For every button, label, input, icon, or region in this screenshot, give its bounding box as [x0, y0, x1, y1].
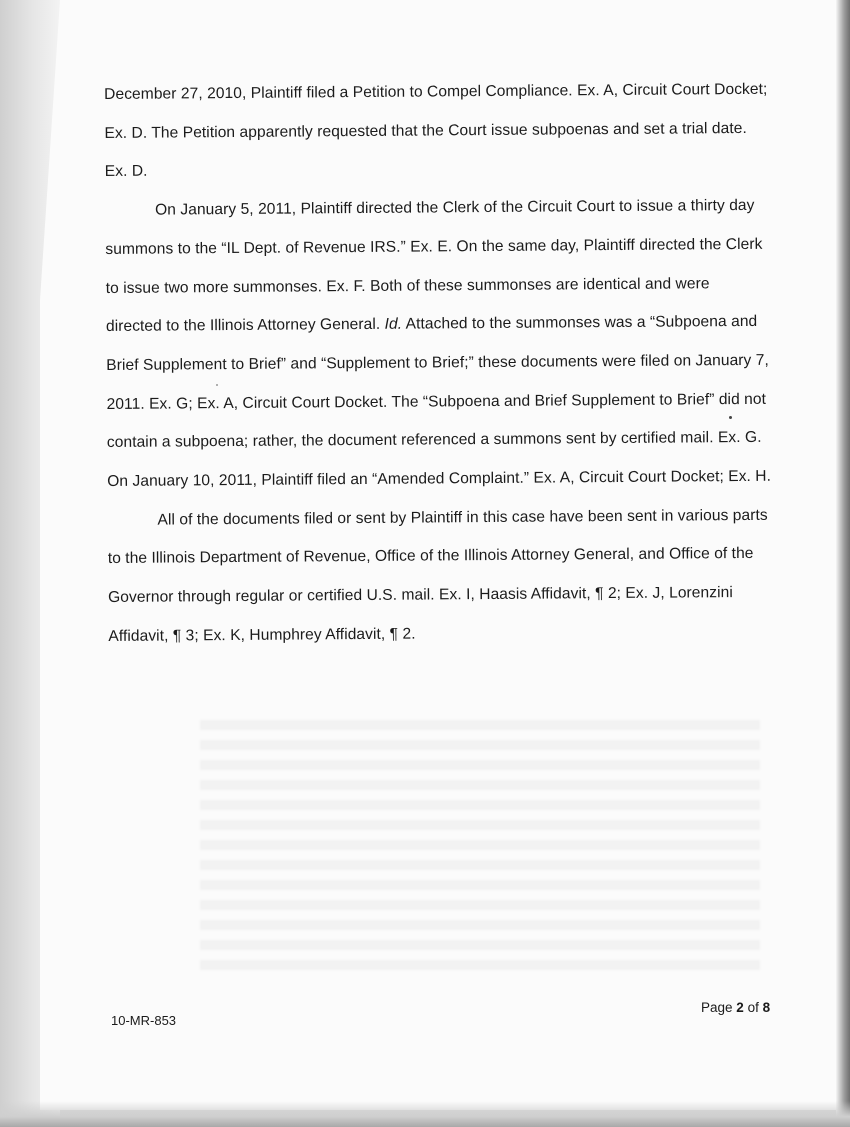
body-paragraph: [107, 497, 772, 657]
body-text: [104, 71, 773, 657]
paragraph-text: All of the documents filed or sent by Plaintiff in this case have been sent in various parts to the Illinois Department of Revenue, Office of the Illinois Attorney General, and Office of the Governor through regular or certified U.S. mail. Ex. I, Haasis Affidavit, ¶ 2; Ex. J, Lorenzini Affidavit, ¶ 3; Ex. K, Humphrey Affidavit, ¶ 2.: [107, 506, 768, 645]
paragraph-text: December 27, 2010, Plaintiff filed a Petition to Compel Compliance. Ex. A, Circuit Court Docket; Ex. D. The Petition apparently requested that the Court issue subpoenas and set a trial date. Ex. D.: [104, 80, 768, 181]
paragraph-text: On January 5, 2011, Plaintiff directed the Clerk of the Circuit Court to issue a thirty day summons to the “IL Dept. of Revenue IRS.” Ex. E. On the same day, Plaintiff directed the Clerk to issue two more summonses. Ex. F. Both of these summonses are identical and were directed to the Illinois Attorney General.: [105, 197, 763, 336]
scan-right-shadow: [836, 0, 850, 1127]
faded-reverse-text: [200, 720, 760, 980]
body-paragraph: [105, 187, 771, 502]
page-current: 2: [736, 1000, 744, 1015]
page-word: Page: [701, 1000, 733, 1015]
page-of: of: [747, 1000, 759, 1015]
case-number: 10-MR-853: [111, 1013, 177, 1028]
body-paragraph: [104, 71, 769, 192]
scan-bottom-shadow: [0, 1101, 850, 1127]
page-number: [701, 1000, 770, 1015]
paragraph-text: Attached to the summonses was a “Subpoena and Brief Supplement to Brief” and “Supplement to Brief;” these documents were filed on January 7, 2011. Ex. G; Ex. A, Circuit Court Docket. The “Subpoena and Brief Supplement to Brief” did not contain a subpoena; rather, the document referenced a summons sent by certified mail. Ex. G. On January 10, 2011, Plaintiff filed an “Amended Complaint.” Ex. A, Circuit Court Docket; Ex. H.: [106, 313, 772, 491]
page-total: 8: [762, 1000, 771, 1015]
italic-citation: Id.: [384, 315, 403, 334]
